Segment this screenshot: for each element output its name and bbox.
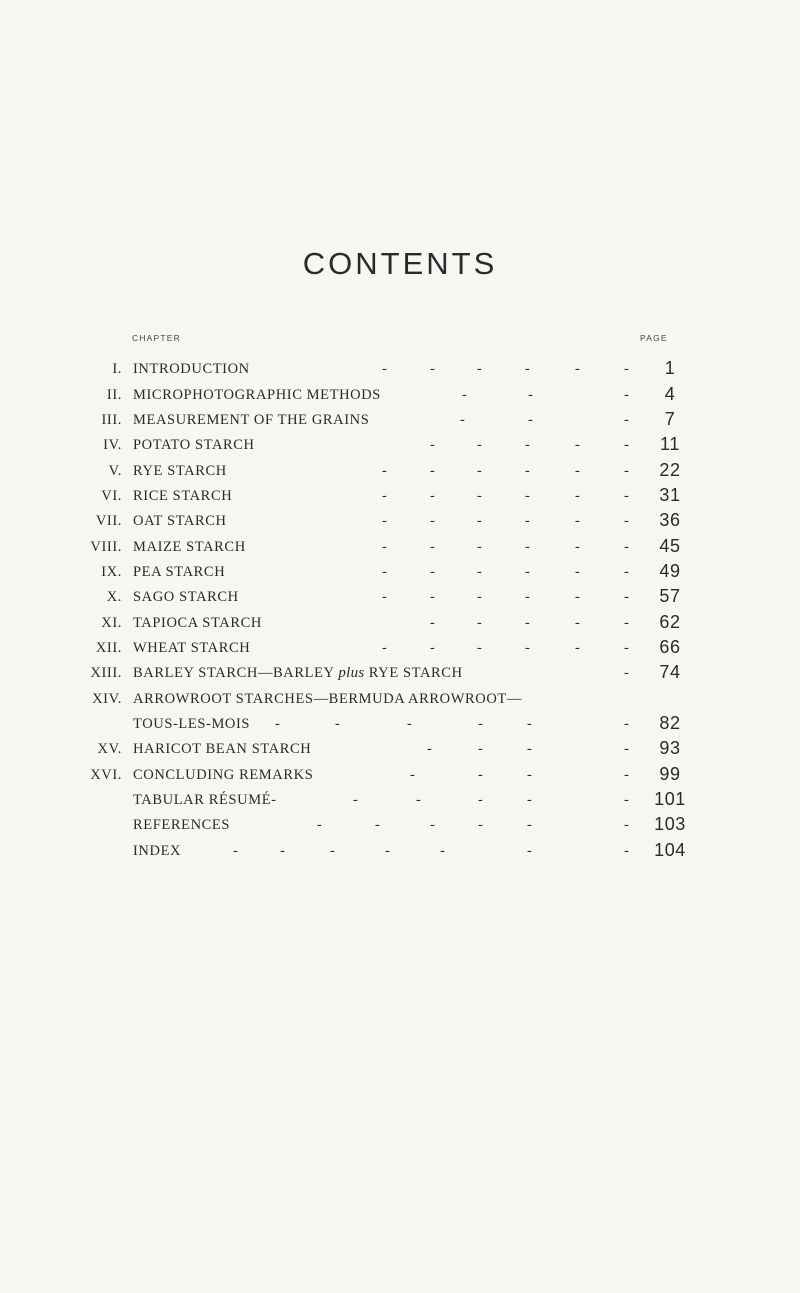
page-number: 93	[659, 738, 681, 758]
chapter-title: SAGO STARCH	[133, 589, 239, 605]
page-number: 62	[659, 612, 681, 632]
chapter-number: IV.	[103, 437, 122, 453]
toc-entry: XIII. BARLEY STARCH—BARLEY plus RYE STARCH - 74	[0, 665, 800, 689]
chapter-title: ARROWROOT STARCHES—BERMUDA ARROWROOT—	[133, 691, 522, 707]
chapter-number: VI.	[101, 488, 122, 504]
page-number: 57	[659, 586, 681, 606]
toc-entry: XV. HARICOT BEAN STARCH - - - - 93	[0, 741, 800, 765]
toc-entry: II. MICROPHOTOGRAPHIC METHODS - - - 4	[0, 387, 800, 411]
chapter-title: PEA STARCH	[133, 564, 226, 580]
chapter-title: REFERENCES	[133, 817, 231, 833]
chapter-title: HARICOT BEAN STARCH	[133, 741, 312, 757]
toc-entry: TABULAR RÉSUMÉ- - - - - - 101	[0, 792, 800, 816]
page-column-header: PAGE	[640, 333, 668, 343]
page-number: 36	[659, 510, 681, 530]
chapter-number: II.	[106, 387, 122, 403]
chapter-title: INTRODUCTION	[133, 361, 250, 377]
chapter-column-header: CHAPTER	[132, 333, 182, 343]
page-number: 74	[659, 662, 681, 682]
toc-entry: XVI. CONCLUDING REMARKS - - - - 99	[0, 767, 800, 791]
page-number: 22	[659, 460, 681, 480]
toc-entry: V. RYE STARCH - - - - - - 22	[0, 463, 800, 487]
page-number: 49	[659, 561, 681, 581]
chapter-number: IX.	[101, 564, 122, 580]
page-number: 31	[659, 485, 681, 505]
chapter-number: X.	[106, 589, 122, 605]
chapter-title-part: RYE STARCH	[364, 665, 463, 681]
toc-entry: IV. POTATO STARCH - - - - - 11	[0, 437, 800, 461]
chapter-number: III.	[101, 412, 122, 428]
toc-entry: IX. PEA STARCH - - - - - - 49	[0, 564, 800, 588]
contents-heading: CONTENTS	[302, 246, 498, 281]
chapter-number: XV.	[97, 741, 122, 757]
toc-entry: VI. RICE STARCH - - - - - - 31	[0, 488, 800, 512]
toc-entry: VII. OAT STARCH - - - - - - 36	[0, 513, 800, 537]
chapter-title: RYE STARCH	[133, 463, 227, 479]
toc-entry: XII. WHEAT STARCH - - - - - - 66	[0, 640, 800, 664]
chapter-title: MICROPHOTOGRAPHIC METHODS	[133, 387, 381, 403]
chapter-number: XIII.	[90, 665, 122, 681]
toc-entry: I. INTRODUCTION - - - - - - 1	[0, 361, 800, 385]
toc-entry: III. MEASUREMENT OF THE GRAINS - - - 7	[0, 412, 800, 436]
chapter-title	[133, 665, 463, 682]
chapter-title: MEASUREMENT OF THE GRAINS	[133, 412, 370, 428]
chapter-title: INDEX	[133, 843, 182, 859]
page-number: 101	[654, 789, 686, 809]
toc-entry: INDEX - - - - - - - 104	[0, 843, 800, 867]
toc-entry: VIII. MAIZE STARCH - - - - - - 45	[0, 539, 800, 563]
chapter-title: OAT STARCH	[133, 513, 227, 529]
chapter-title: TAPIOCA STARCH	[133, 615, 262, 631]
chapter-number: XII.	[95, 640, 122, 656]
page-number: 7	[664, 409, 676, 429]
chapter-title: MAIZE STARCH	[133, 539, 246, 555]
chapter-number: VIII.	[90, 539, 122, 555]
chapter-number: VII.	[95, 513, 122, 529]
page-number: 45	[659, 536, 681, 556]
toc-entry	[0, 691, 800, 715]
page-number: 1	[664, 358, 676, 378]
page-number: 82	[659, 713, 681, 733]
chapter-number: I.	[112, 361, 122, 377]
chapter-number: V.	[108, 463, 122, 479]
chapter-title: TABULAR RÉSUMÉ-	[133, 792, 277, 808]
chapter-number: XI.	[101, 615, 122, 631]
toc-entry: X. SAGO STARCH - - - - - - 57	[0, 589, 800, 613]
page-number: 103	[654, 814, 686, 834]
chapter-title: TOUS-LES-MOIS	[133, 716, 251, 732]
chapter-number: XIV.	[92, 691, 122, 707]
page-number: 11	[660, 434, 680, 454]
chapter-title: POTATO STARCH	[133, 437, 255, 453]
chapter-title: CONCLUDING REMARKS	[133, 767, 314, 783]
toc-entry: XI. TAPIOCA STARCH - - - - - 62	[0, 615, 800, 639]
toc-entry: TOUS-LES-MOIS - - - - - - 82	[0, 716, 800, 740]
page-number: 66	[659, 637, 681, 657]
chapter-title: WHEAT STARCH	[133, 640, 251, 656]
chapter-title-part: BARLEY STARCH—BARLEY	[133, 665, 339, 681]
page-number: 104	[654, 840, 686, 860]
page-number: 4	[664, 384, 676, 404]
toc-entry: REFERENCES - - - - - - 103	[0, 817, 800, 841]
chapter-title: RICE STARCH	[133, 488, 233, 504]
chapter-number: XVI.	[90, 767, 122, 783]
chapter-title-italic: plus	[338, 665, 365, 681]
page-number: 99	[659, 764, 681, 784]
